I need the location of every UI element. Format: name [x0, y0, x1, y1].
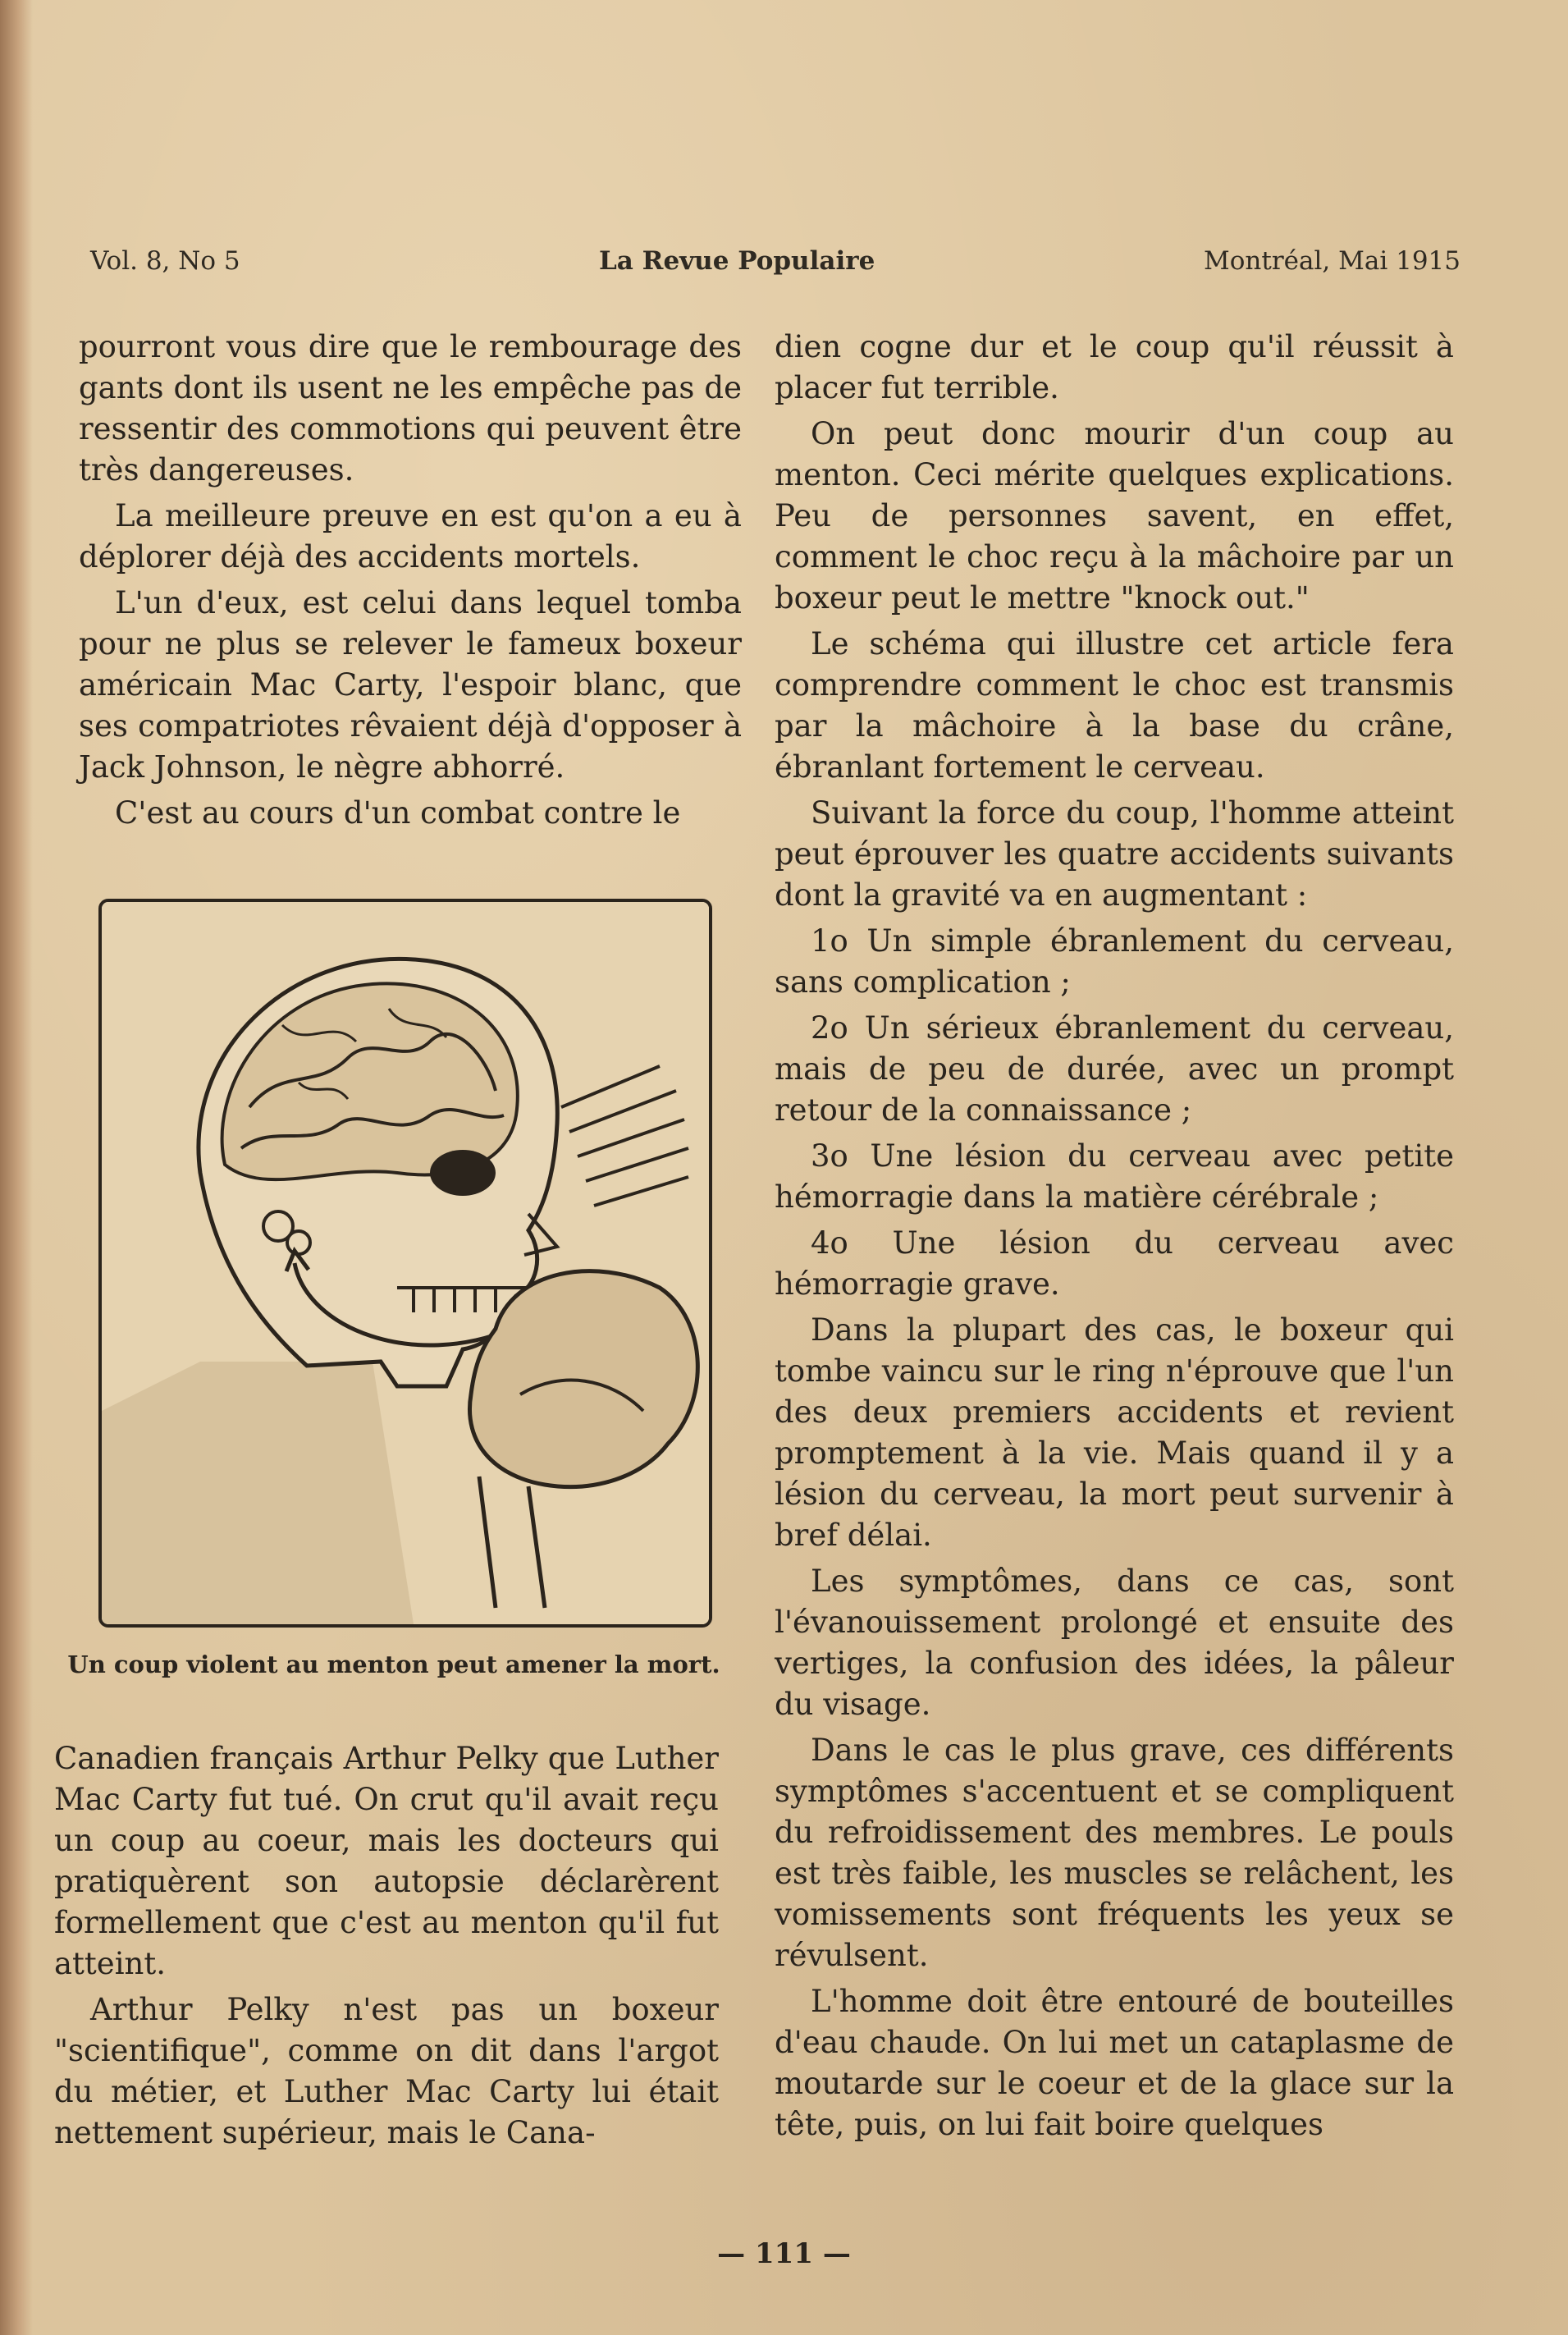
paragraph: L'homme doit être entouré de bouteilles d'eau chaude. On lui met un cataplasme de moutarde sur le coeur et de la glace sur la tête, puis, on lui fait boire quelques	[775, 1984, 1454, 2142]
right-column	[775, 327, 1454, 2150]
list-item: 2o Un sérieux ébranlement du cerveau, mais de peu de durée, avec un prompt retour de la connaissance ;	[775, 1010, 1454, 1128]
paragraph: Dans le cas le plus grave, ces différents symptômes s'accentuent et se compliquent du refroidissement des membres. Le pouls est très faible, les muscles se relâchent, les vomissements sont fréquents les yeux se révulsent.	[775, 1733, 1454, 1973]
paragraph: dien cogne dur et le coup qu'il réussit à placer fut terrible.	[775, 329, 1454, 405]
list-item: 4o Une lésion du cerveau avec hémorragie grave.	[775, 1225, 1454, 1302]
place-date: Montréal, Mai 1915	[1204, 246, 1461, 276]
page-number: — 111 —	[717, 2237, 851, 2270]
paragraph: La meilleure preuve en est qu'on a eu à déplorer déjà des accidents mortels.	[79, 498, 742, 575]
list-item: 1o Un simple ébranlement du cerveau, sans complication ;	[775, 923, 1454, 1000]
paragraph: C'est au cours d'un combat contre le	[115, 795, 681, 831]
paragraph: Arthur Pelky n'est pas un boxeur "scientifique", comme on dit dans l'argot du métier, et Luther Mac Carty lui était nettement supérieur, mais le Cana-	[54, 1992, 719, 2150]
volume-number: Vol. 8, No 5	[90, 246, 240, 276]
left-column-top	[79, 327, 742, 839]
figure-caption: Un coup violent au menton peut amener la mort.	[67, 1651, 720, 1678]
page-binding-edge	[0, 0, 33, 2335]
paragraph: Les symptômes, dans ce cas, sont l'évanouissement prolongé et ensuite des vertiges, la confusion des idées, la pâleur du visage.	[775, 1564, 1454, 1722]
running-header	[90, 246, 1461, 295]
left-column-bottom	[54, 1738, 719, 2159]
skull-diagram-icon	[102, 902, 709, 1624]
paragraph: L'un d'eux, est celui dans lequel tomba pour ne plus se relever le fameux boxeur américain Mac Carty, l'espoir blanc, que ses compatriotes rêvaient déjà d'opposer à Jack Johnson, le nègre abhorré.	[79, 585, 742, 785]
list-item: 3o Une lésion du cerveau avec petite hémorragie dans la matière cérébrale ;	[775, 1138, 1454, 1215]
paragraph: Le schéma qui illustre cet article fera comprendre comment le choc est transmis par la mâchoire à la base du crâne, ébranlant fortement le cerveau.	[775, 626, 1454, 785]
paragraph: Canadien français Arthur Pelky que Luther Mac Carty fut tué. On crut qu'il avait reçu un coup au coeur, mais les docteurs qui pratiquèrent son autopsie déclarèrent formellement que c'est au menton qu'il fut atteint.	[54, 1741, 719, 1981]
publication-title: La Revue Populaire	[599, 246, 875, 276]
skull-illustration	[98, 899, 712, 1628]
paragraph: pourront vous dire que le rembourage des gants dont ils usent ne les empêche pas de ressentir des commotions qui peuvent être très dangereuses.	[79, 329, 742, 488]
paragraph: On peut donc mourir d'un coup au menton. Ceci mérite quelques explications. Peu de personnes savent, en effet, comment le choc reçu à la mâchoire par un boxeur peut le mettre "knock out."	[775, 416, 1454, 616]
paragraph: Dans la plupart des cas, le boxeur qui tombe vaincu sur le ring n'éprouve que l'un des deux premiers accidents et revient promptement à la vie. Mais quand il y a lésion du cerveau, la mort peut survenir à bref délai.	[775, 1312, 1454, 1553]
paragraph: Suivant la force du coup, l'homme atteint peut éprouver les quatre accidents suivants dont la gravité va en augmentant :	[775, 795, 1454, 913]
